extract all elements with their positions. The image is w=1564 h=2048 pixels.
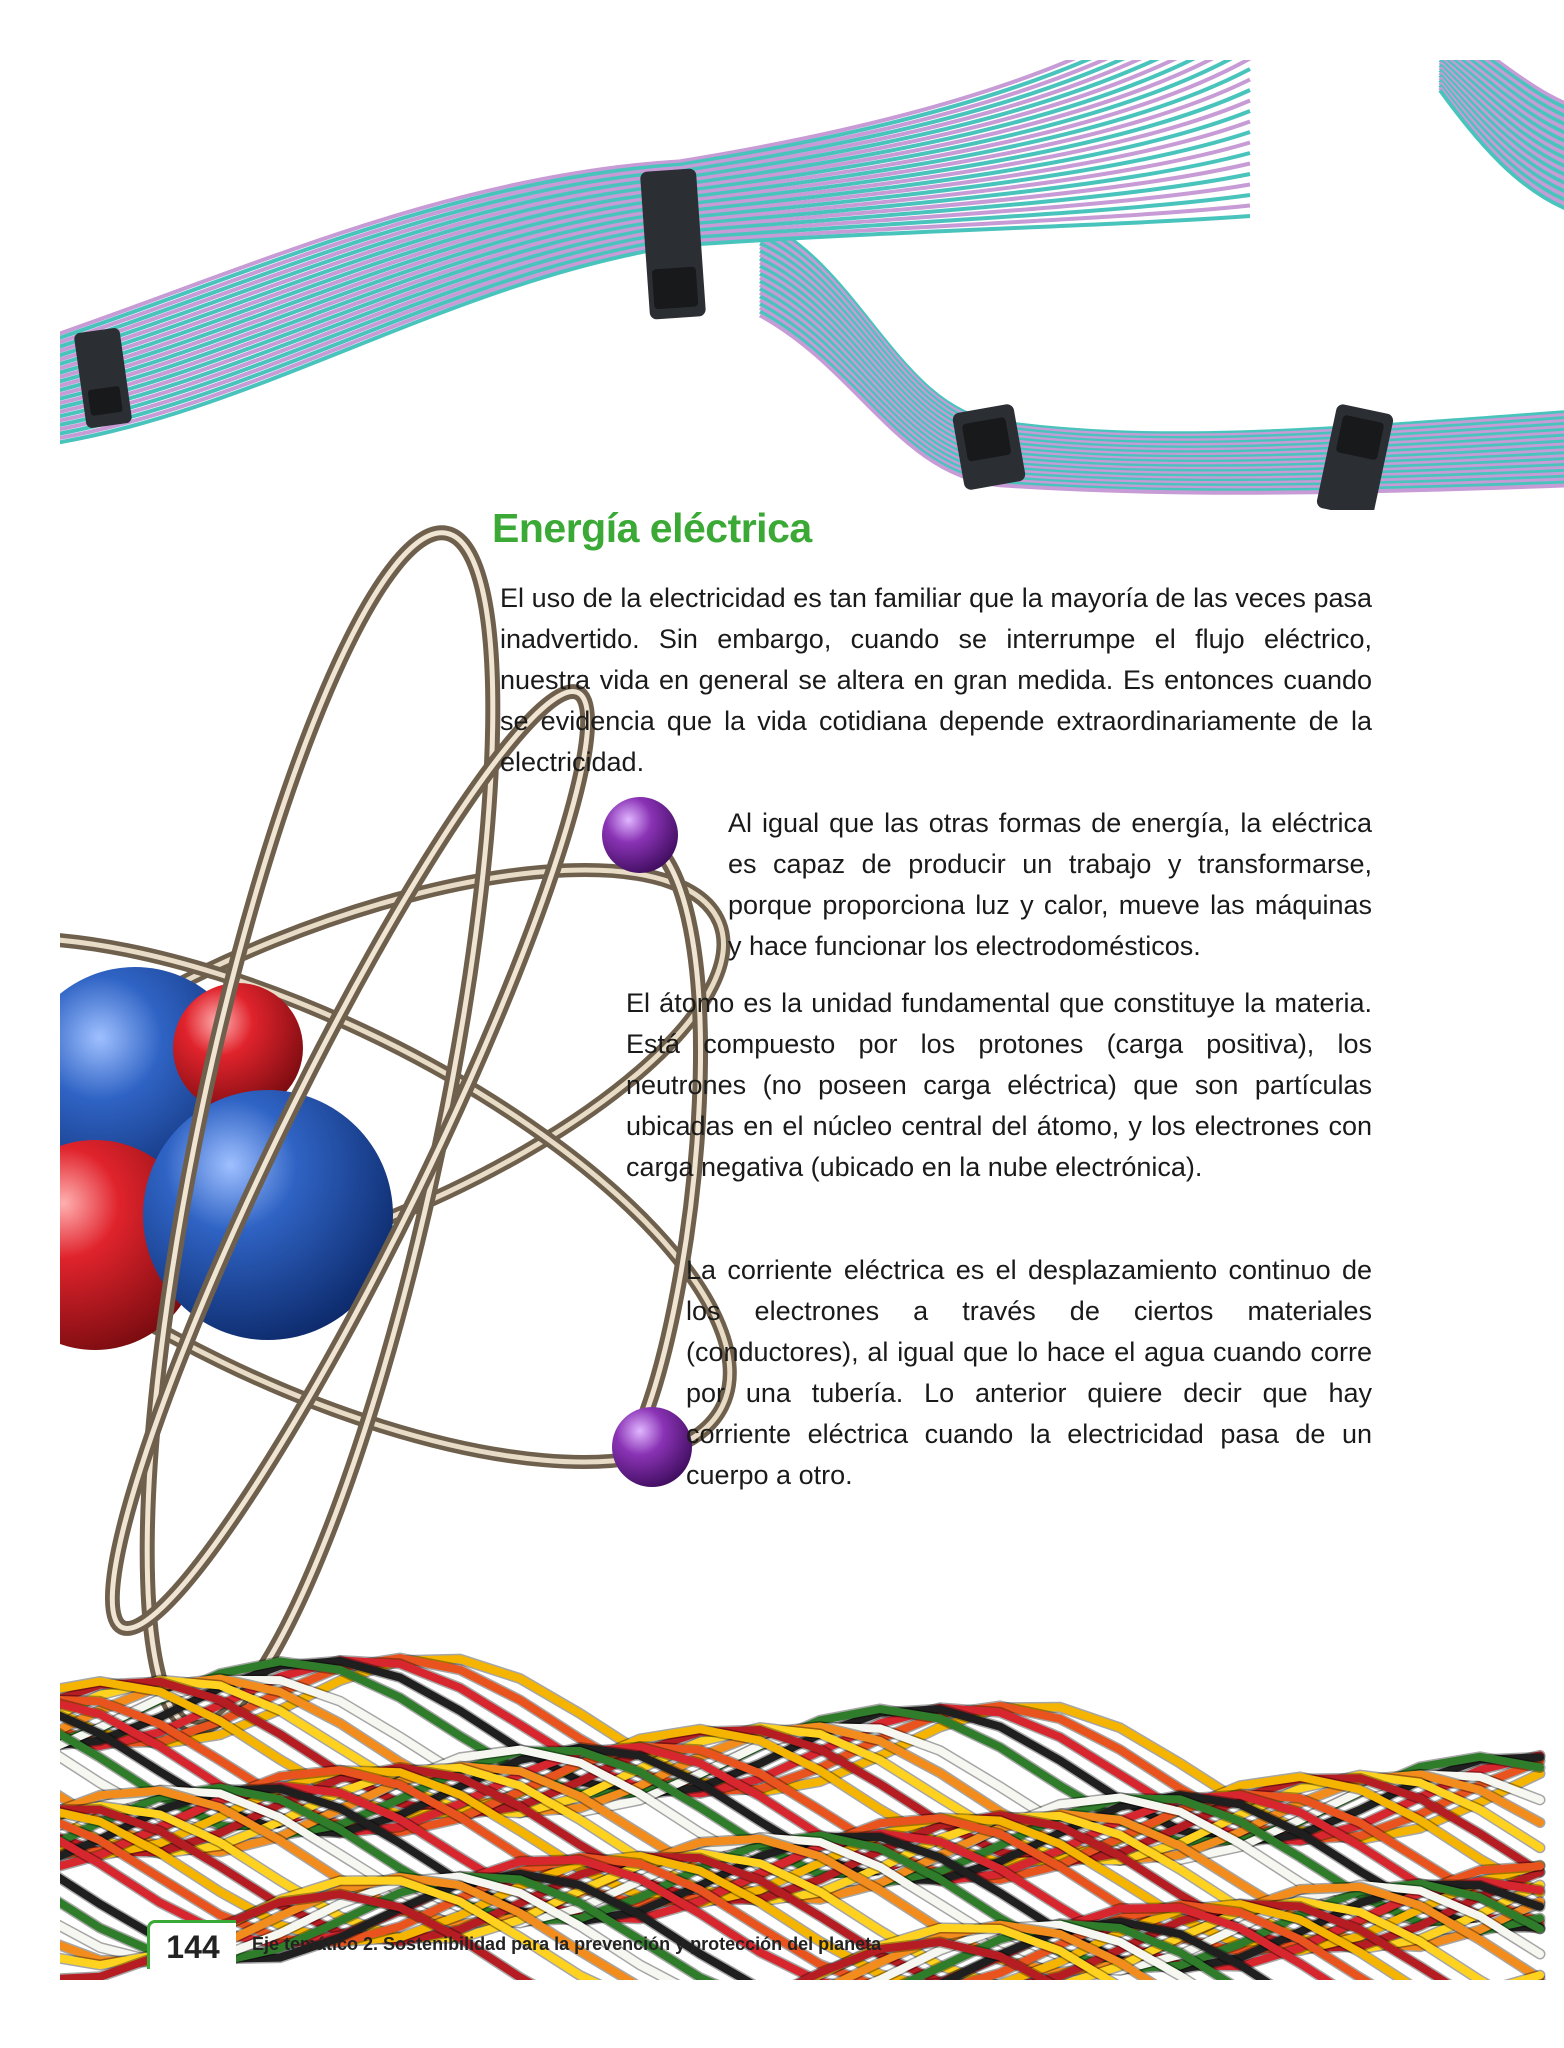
cable-tie-icon — [640, 168, 706, 320]
paragraph-atom: El átomo es la unidad fundamental que constituye la materia. Está compuesto por los protones (carga positiva), los neutrones (no poseen carga eléctrica) que son partículas ubicadas en el núcleo central del átomo, y los electrones con carga negativa (ubicado en la nube electrónica). — [626, 988, 1372, 1182]
section-title: Energía eléctrica — [492, 505, 812, 551]
page-number: 144 — [147, 1920, 236, 1969]
paragraph-electric-current: La corriente eléctrica es el desplazamiento continuo de los electrones a través de ciertos materiales (conductores), al igual que lo hace el agua cuando corre por una tubería. Lo anterior quiere decir que hay corriente eléctrica cuando la electricidad pasa de un cuerpo a otro. — [686, 1255, 1372, 1490]
top-wire-bundle-illustration — [40, 0, 1564, 519]
footer-axis-label: Eje temático 2. Sostenibilidad para la prevención y protección del planeta — [252, 1934, 882, 1954]
cable-tie-icon — [1316, 403, 1395, 519]
electron-icon — [612, 1407, 692, 1487]
bottom-wires-illustration — [40, 1658, 1540, 2048]
paragraph-energy-forms: Al igual que las otras formas de energía, la eléctrica es capaz de producir un trabajo y transformarse, porque proporciona luz y calor, mueve las máquinas y hace funcionar los electrodomésticos. — [728, 808, 1372, 961]
paragraph-electricity-use: El uso de la electricidad es tan familiar que la mayoría de las veces pasa inadvertido. Sin embargo, cuando se interrumpe el flujo eléctrico, nuestra vida en general se altera en gran medida. Es entonces cuando se evidencia que la vida cotidiana depende extraordinariamente de la electricidad. — [500, 583, 1372, 777]
electron-icon — [602, 797, 678, 873]
